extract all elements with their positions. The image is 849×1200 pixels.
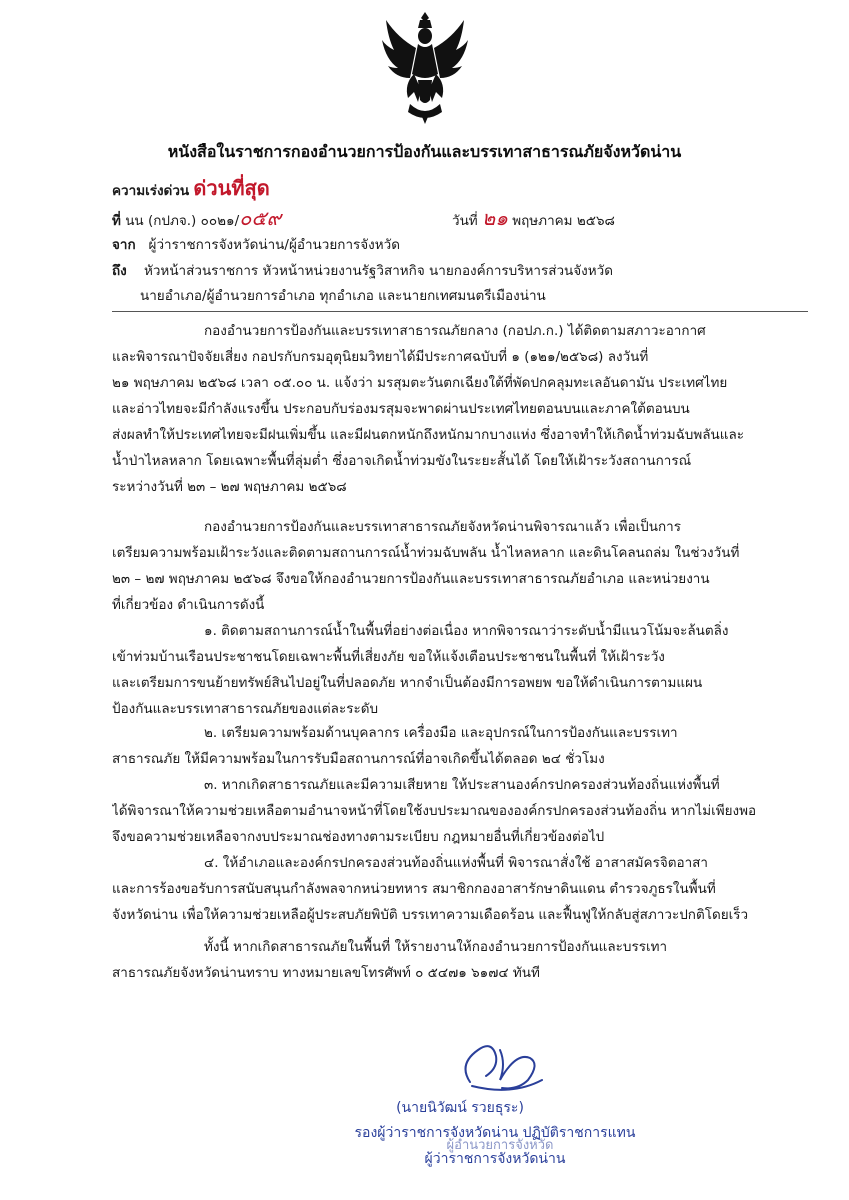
- paragraph-1: [112, 318, 810, 500]
- paragraph-line: สาธารณภัย ให้มีความพร้อมในการรับมือสถานการณ์ที่อาจเกิดขึ้นได้ตลอด ๒๔ ชั่วโมง: [112, 751, 605, 767]
- garuda-emblem: [380, 8, 470, 126]
- urgency-label: ความเร่งด่วน: [112, 183, 190, 199]
- from-value: ผู้ว่าราชการจังหวัดน่าน/ผู้อำนวยการจังหวัด: [148, 237, 401, 253]
- date-label: วันที่: [452, 213, 478, 229]
- header-divider: [112, 311, 808, 312]
- to-row: [112, 259, 613, 281]
- reference-row: [112, 202, 281, 234]
- date-handwritten-day: ๒๑: [482, 206, 508, 230]
- paragraph-2: [112, 514, 810, 618]
- from-label: จาก: [112, 237, 136, 253]
- paragraph-line: ระหว่างวันที่ ๒๓ – ๒๗ พฤษภาคม ๒๕๖๘: [112, 479, 347, 495]
- paragraph-line: จึงขอความช่วยเหลือจากงบประมาณช่องทางตามระเบียบ กฎหมายอื่นที่เกี่ยวข้องต่อไป: [112, 829, 605, 845]
- signatory-position-1: รองผู้ว่าราชการจังหวัดน่าน ปฏิบัติราชการแทน: [354, 1125, 636, 1141]
- paragraph-line: และการร้องขอรับการสนับสนุนกำลังพลจากหน่วยทหาร สมาชิกกองอาสารักษาดินแดน ตำรวจภูธรในพื้นที่: [112, 881, 716, 897]
- signatory-name: (นายนิวัฒน์ รวยธุระ): [396, 1100, 524, 1116]
- urgency-value: ด่วนที่สุด: [193, 176, 270, 200]
- closing-paragraph: [112, 934, 810, 986]
- reference-value: นน (กปภจ.) ๐๐๒๑/: [125, 213, 240, 229]
- paragraph-line: ส่งผลทำให้ประเทศไทยจะมีฝนเพิ่มขึ้น และมีฝนตกหนักถึงหนักมากบางแห่ง ซึ่งอาจทำให้เกิดน้ำท่วมฉับพลันและ: [112, 427, 745, 443]
- paragraph-line: ๒๓ – ๒๗ พฤษภาคม ๒๕๖๘ จึงขอให้กองอำนวยการป้องกันและบรรเทาสาธารณภัยอำเภอ และหน่วยงาน: [112, 571, 710, 587]
- paragraph-line: น้ำป่าไหลหลาก โดยเฉพาะพื้นที่ลุ่มต่ำ ซึ่งอาจเกิดน้ำท่วมขังในระยะสั้นได้ โดยให้เฝ้าระวังสถานการณ์: [112, 453, 692, 469]
- date-value: พฤษภาคม ๒๕๖๘: [512, 213, 615, 229]
- paragraph-line: ๒. เตรียมความพร้อมด้านบุคลากร เครื่องมือ และอุปกรณ์ในการป้องกันและบรรเทา: [204, 725, 678, 741]
- reference-handwritten-number: ๐๕๙: [239, 206, 282, 230]
- item-4: [112, 850, 810, 928]
- paragraph-line: ๓. หากเกิดสาธารณภัยและมีความเสียหาย ให้ประสานองค์กรปกครองส่วนท้องถิ่นแห่งพื้นที่: [204, 777, 720, 793]
- paragraph-line: ๔. ให้อำเภอและองค์กรปกครองส่วนท้องถิ่นแห่งพื้นที่ พิจารณาสั่งใช้ อาสาสมัครจิตอาสา: [204, 855, 709, 871]
- to-line-1: หัวหน้าส่วนราชการ หัวหน้าหน่วยงานรัฐวิสาหกิจ นายกองค์การบริหารส่วนจังหวัด: [143, 263, 614, 279]
- paragraph-line: ป้องกันและบรรเทาสาธารณภัยของแต่ละระดับ: [112, 701, 379, 717]
- date-row: [452, 202, 615, 234]
- paragraph-line: กองอำนวยการป้องกันและบรรเทาสาธารณภัยจังหวัดน่านพิจารณาแล้ว เพื่อเป็นการ: [204, 519, 681, 535]
- paragraph-line: จังหวัดน่าน เพื่อให้ความช่วยเหลือผู้ประสบภัยพิบัติ บรรเทาความเดือดร้อน และฟื้นฟูให้กลับสู่สภาวะปกติโดยเร็ว: [112, 907, 749, 923]
- paragraph-line: และพิจารณาปัจจัยเสี่ยง กอปรกับกรมอุตุนิยมวิทยาได้มีประกาศฉบับที่ ๑ (๑๒๑/๒๕๖๘) ลงวันที่: [112, 349, 649, 365]
- reference-label: ที่: [112, 213, 121, 229]
- document-title: หนังสือในราชการกองอำนวยการป้องกันและบรรเทาสาธารณภัยจังหวัดน่าน: [167, 142, 682, 161]
- signatory-position-2: ผู้ว่าราชการจังหวัดน่าน: [424, 1151, 566, 1167]
- signature-stamp: ผู้อำนวยการจังหวัด: [446, 1138, 554, 1153]
- paragraph-line: และอ่าวไทยจะมีกำลังแรงขึ้น ประกอบกับร่องมรสุมจะพาดผ่านประเทศไทยตอนบนและภาคใต้ตอนบน: [112, 401, 690, 417]
- item-1: [112, 618, 810, 722]
- to-line-2: นายอำเภอ/ผู้อำนวยการอำเภอ ทุกอำเภอ และนายกเทศมนตรีเมืองน่าน: [140, 288, 546, 304]
- paragraph-line: ที่เกี่ยวข้อง ดำเนินการดังนี้: [112, 597, 265, 613]
- item-2: [112, 720, 810, 772]
- to-label: ถึง: [112, 263, 127, 279]
- paragraph-line: กองอำนวยการป้องกันและบรรเทาสาธารณภัยกลาง (กอปภ.ก.) ได้ติดตามสภาวะอากาศ: [204, 323, 706, 339]
- paragraph-line: ได้พิจารณาให้ความช่วยเหลือตามอำนาจหน้าที่โดยใช้งบประมาณขององค์กรปกครองส่วนท้องถิ่น หากไม่เพียงพอ: [112, 803, 757, 819]
- paragraph-line: ๑. ติดตามสถานการณ์น้ำในพื้นที่อย่างต่อเนื่อง หากพิจารณาว่าระดับน้ำมีแนวโน้มจะล้นตลิ่ง: [204, 623, 729, 639]
- item-3: [112, 772, 810, 850]
- paragraph-line: ๒๑ พฤษภาคม ๒๕๖๘ เวลา ๐๕.๐๐ น. แจ้งว่า มรสุมตะวันตกเฉียงใต้ที่พัดปกคลุมทะเลอันดามัน ประเทศไทย: [112, 375, 728, 391]
- paragraph-line: เข้าท่วมบ้านเรือนประชาชนโดยเฉพาะพื้นที่เสี่ยงภัย ขอให้แจ้งเตือนประชาชนในพื้นที่ ให้เฝ้าระวัง: [112, 649, 665, 665]
- paragraph-line: และเตรียมการขนย้ายทรัพย์สินไปอยู่ในที่ปลอดภัย หากจำเป็นต้องมีการอพยพ ขอให้ดำเนินการตามแผน: [112, 675, 703, 691]
- paragraph-line: ทั้งนี้ หากเกิดสาธารณภัยในพื้นที่ ให้รายงานให้กองอำนวยการป้องกันและบรรเทา: [204, 939, 668, 955]
- paragraph-line: เตรียมความพร้อมเฝ้าระวังและติดตามสถานการณ์น้ำท่วมฉับพลัน น้ำไหลหลาก และดินโคลนถล่ม ในช่วงวันที่: [112, 545, 740, 561]
- handwritten-signature: [440, 1022, 560, 1102]
- paragraph-line: สาธารณภัยจังหวัดน่านทราบ ทางหมายเลขโทรศัพท์ ๐ ๕๔๗๑ ๖๑๗๔ ทันที: [112, 965, 540, 981]
- from-row: [112, 233, 400, 255]
- urgency-row: [112, 172, 270, 204]
